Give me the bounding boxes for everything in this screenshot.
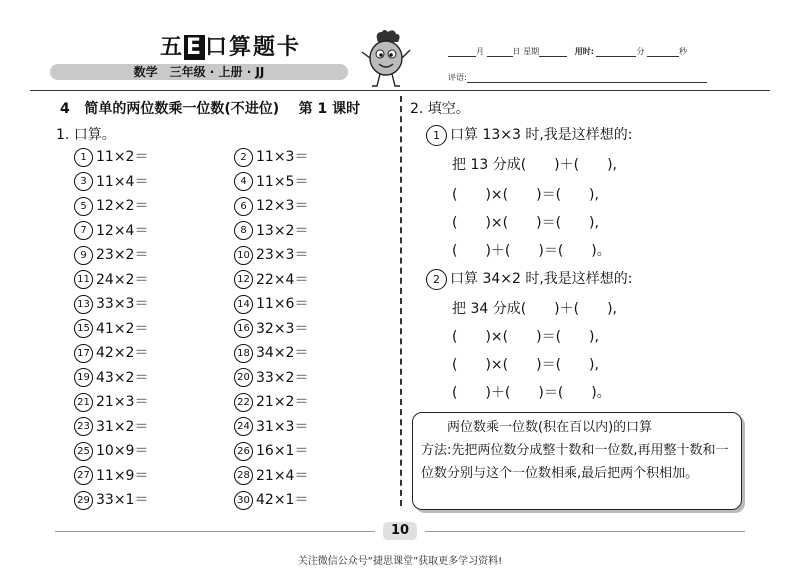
- problem-number: 26: [234, 442, 253, 461]
- problem-number: 9: [74, 246, 93, 265]
- problem-expression: 43×2＝: [96, 369, 149, 386]
- day-label: 日: [512, 47, 521, 56]
- problem-item: [234, 342, 308, 363]
- problem-expression: 34×2＝: [256, 345, 309, 361]
- part2-number: 2: [426, 269, 447, 290]
- problem-expression: 12×2＝: [96, 198, 149, 214]
- problem-item: [74, 293, 148, 314]
- part1-prompt-text: 口算 13×3 时,我是这样想的:: [450, 127, 633, 143]
- problem-item: [234, 195, 308, 216]
- brand-title: [160, 30, 301, 61]
- section2-label: 2. 填空。: [410, 101, 470, 117]
- part2-line2: ( )×( )＝( ),: [452, 329, 599, 345]
- problem-number: 25: [74, 442, 93, 461]
- method-note: [412, 412, 742, 510]
- problem-item: [234, 367, 308, 388]
- problem-item: [234, 293, 308, 314]
- problem-expression: 33×1＝: [96, 492, 149, 508]
- problem-item: [234, 391, 308, 412]
- lesson-title: [60, 98, 360, 118]
- review-label: 评语:: [448, 73, 467, 82]
- problem-number: 6: [234, 197, 253, 216]
- problem-number: 29: [74, 491, 93, 510]
- problem-expression: 31×3＝: [256, 418, 309, 435]
- review-blank[interactable]: [467, 73, 707, 83]
- problem-expression: 22×4＝: [256, 271, 309, 288]
- part1-prompt: [426, 124, 633, 146]
- part2-line3: ( )×( )＝( ),: [452, 357, 599, 373]
- problem-expression: 12×3＝: [256, 198, 309, 214]
- problem-number: 23: [74, 417, 93, 436]
- lesson-name: 简单的两位数乘一位数(不进位): [84, 101, 280, 117]
- problem-item: [74, 171, 148, 192]
- problem-number: 19: [74, 368, 93, 387]
- lesson-period: 第 1 课时: [298, 101, 361, 117]
- problem-item: [234, 171, 308, 192]
- problem-expression: 21×2＝: [256, 394, 309, 410]
- weekday-label: 星期: [523, 47, 540, 56]
- part1-line4: ( )＋( )＝( )。: [452, 243, 611, 259]
- part1-number: 1: [426, 125, 447, 146]
- month-blank[interactable]: [448, 47, 476, 57]
- note-line1: 两位数乘一位数(积在百以内)的口算: [447, 420, 653, 435]
- problem-expression: 32×3＝: [256, 320, 309, 337]
- problem-number: 24: [234, 417, 253, 436]
- problem-item: [74, 269, 148, 290]
- problem-expression: 12×4＝: [96, 222, 149, 239]
- problem-number: 15: [74, 319, 93, 338]
- problem-number: 16: [234, 319, 253, 338]
- page-number: 10: [383, 522, 417, 540]
- weekday-blank[interactable]: [539, 47, 567, 57]
- problem-number: 4: [234, 172, 253, 191]
- problem-number: 14: [234, 295, 253, 314]
- problem-number: 30: [234, 491, 253, 510]
- problem-item: [74, 342, 148, 363]
- problem-item: [234, 146, 308, 167]
- mascot-illustration: [360, 28, 412, 90]
- section1-label: 1. 口算。: [56, 127, 116, 143]
- problem-expression: 33×2＝: [256, 369, 309, 386]
- problem-expression: 23×2＝: [96, 247, 149, 263]
- part1-line3: ( )×( )＝( ),: [452, 215, 599, 231]
- part1-line2: ( )×( )＝( ),: [452, 187, 599, 203]
- problem-expression: 21×3＝: [96, 394, 149, 410]
- problem-expression: 11×9＝: [96, 467, 149, 484]
- problem-expression: 42×1＝: [256, 492, 309, 508]
- date-line: [448, 46, 687, 57]
- problem-expression: 11×2＝: [96, 149, 149, 165]
- problem-item: [234, 489, 308, 510]
- problem-number: 17: [74, 344, 93, 363]
- problem-item: [74, 244, 148, 265]
- problem-expression: 24×2＝: [96, 271, 149, 288]
- review-line: [448, 72, 707, 83]
- problem-number: 12: [234, 270, 253, 289]
- problem-item: [234, 465, 308, 486]
- problem-number: 20: [234, 368, 253, 387]
- brand-prefix: 五: [160, 35, 185, 60]
- part2-prompt-text: 口算 34×2 时,我是这样想的:: [450, 271, 633, 287]
- problem-item: [234, 269, 308, 290]
- brand-suffix: 口算题卡: [205, 35, 302, 60]
- problem-item: [74, 416, 148, 437]
- problem-item: [234, 318, 308, 339]
- day-blank[interactable]: [487, 47, 513, 57]
- problem-item: [74, 220, 148, 241]
- problem-expression: 11×5＝: [256, 173, 309, 190]
- part2-line1: 把 34 分成( )＋( ),: [452, 301, 618, 317]
- problem-number: 2: [234, 148, 253, 167]
- problem-expression: 11×6＝: [256, 296, 309, 312]
- problem-number: 18: [234, 344, 253, 363]
- problem-number: 8: [234, 221, 253, 240]
- problem-item: [74, 367, 148, 388]
- problem-expression: 21×4＝: [256, 467, 309, 484]
- seconds-blank[interactable]: [647, 47, 679, 57]
- minutes-blank[interactable]: [596, 47, 636, 57]
- problem-expression: 31×2＝: [96, 418, 149, 435]
- problem-number: 21: [74, 393, 93, 412]
- problem-item: [234, 220, 308, 241]
- problem-number: 5: [74, 197, 93, 216]
- problem-number: 22: [234, 393, 253, 412]
- header-divider: [30, 90, 770, 91]
- problem-number: 3: [74, 172, 93, 191]
- problem-number: 27: [74, 466, 93, 485]
- problem-expression: 16×1＝: [256, 443, 309, 459]
- problem-expression: 33×3＝: [96, 296, 149, 312]
- part2-line4: ( )＋( )＝( )。: [452, 385, 611, 401]
- problem-item: [74, 195, 148, 216]
- part1-line1: 把 13 分成( )＋( ),: [452, 157, 618, 173]
- problem-number: 13: [74, 295, 93, 314]
- brand-letter: E: [186, 35, 204, 60]
- problem-number: 28: [234, 466, 253, 485]
- problem-item: [74, 391, 148, 412]
- note-line2: 方法:先把两位数分成整十数和一位数,再用整十数和一位数分别与这个一位数相乘,最后把两个积相加。: [421, 443, 729, 481]
- problem-number: 11: [74, 270, 93, 289]
- problem-item: [74, 489, 148, 510]
- problem-item: [74, 146, 148, 167]
- problem-item: [234, 440, 308, 461]
- problem-item: [74, 318, 148, 339]
- problem-item: [234, 244, 308, 265]
- problem-item: [234, 416, 308, 437]
- problem-number: 7: [74, 221, 93, 240]
- problem-expression: 41×2＝: [96, 320, 149, 337]
- minutes-label: 分: [636, 47, 645, 56]
- problem-expression: 42×2＝: [96, 345, 149, 361]
- problem-expression: 10×9＝: [96, 443, 149, 459]
- problem-item: [74, 440, 148, 461]
- problem-expression: 11×3＝: [256, 149, 309, 165]
- column-divider: [400, 96, 402, 506]
- problem-item: [74, 465, 148, 486]
- problem-expression: 11×4＝: [96, 173, 149, 190]
- lesson-number: 4: [60, 101, 70, 117]
- footer-text: 关注微信公众号“捷思课堂”获取更多学习资料!: [297, 556, 503, 567]
- problem-number: 1: [74, 148, 93, 167]
- problem-expression: 13×2＝: [256, 222, 309, 239]
- time-used-label: 用时:: [574, 47, 594, 56]
- problem-number: 10: [234, 246, 253, 265]
- problem-expression: 23×3＝: [256, 247, 309, 263]
- part2-prompt: [426, 268, 633, 290]
- seconds-label: 秒: [679, 47, 688, 56]
- subtitle-bar: 数学 三年级 · 上册 · JJ: [50, 64, 348, 80]
- month-label: 月: [476, 47, 484, 56]
